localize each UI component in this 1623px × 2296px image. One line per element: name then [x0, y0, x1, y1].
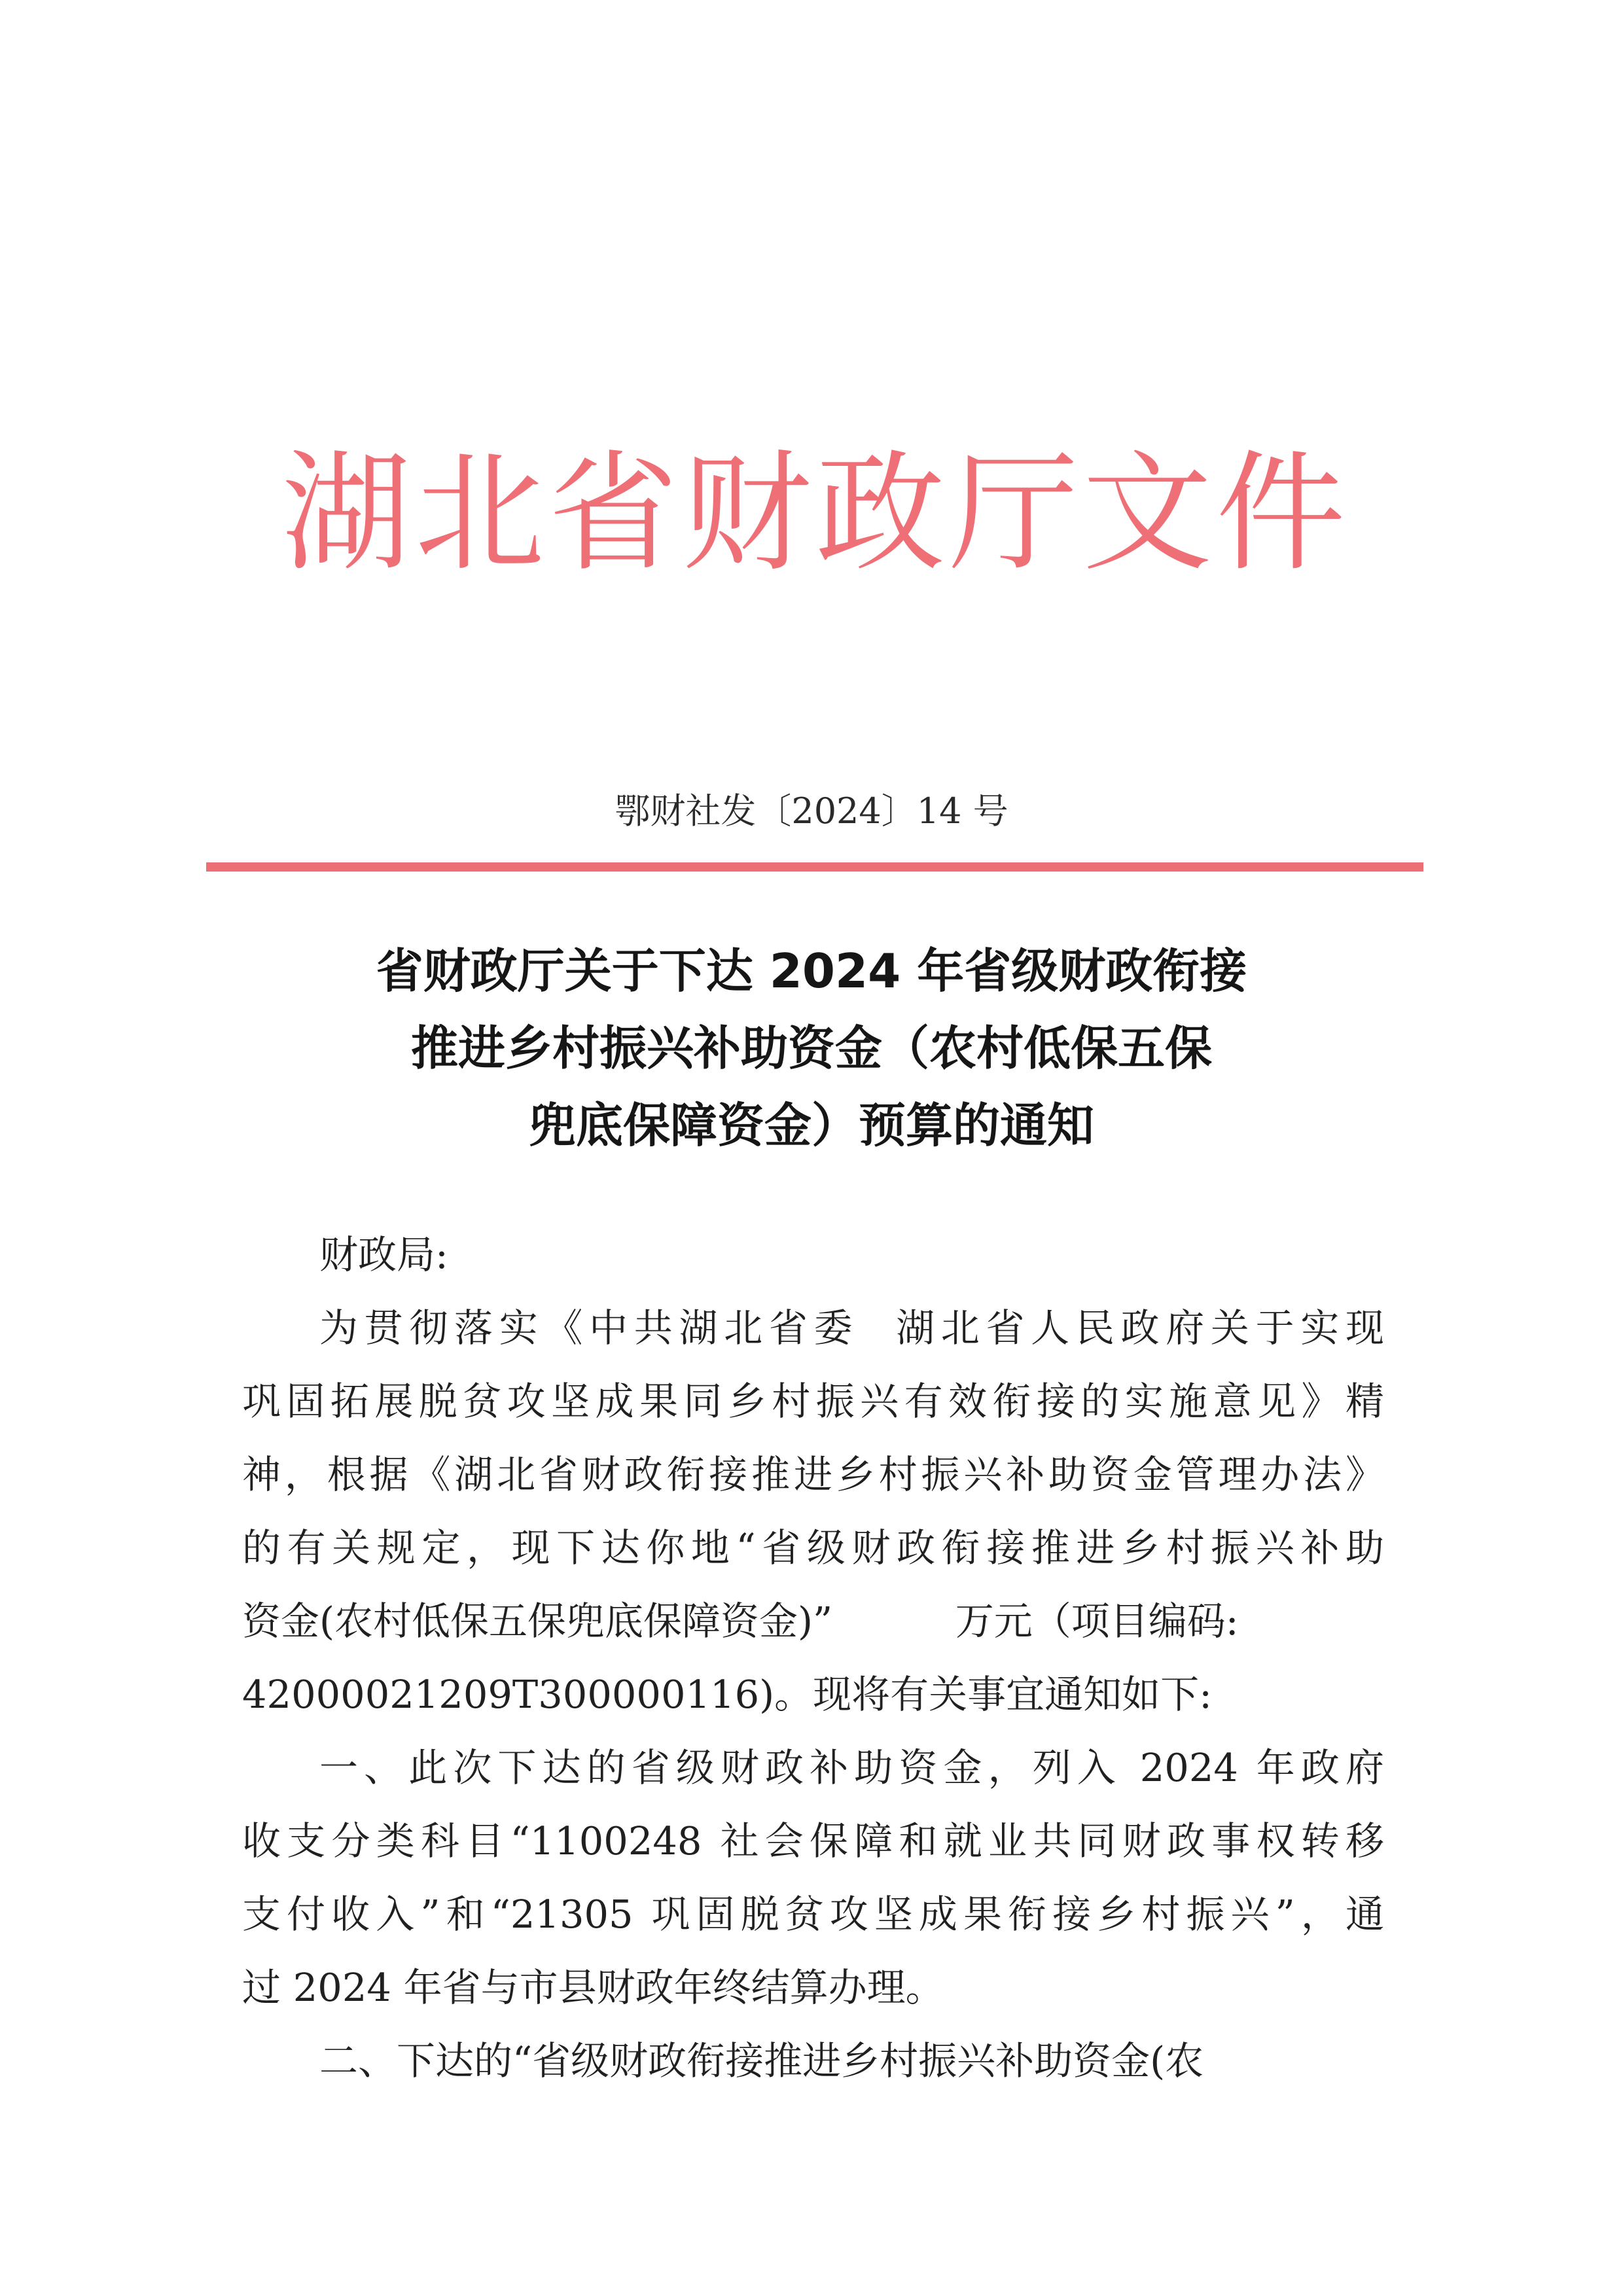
body-line: 神，根据《湖北省财政衔接推进乡村振兴补助资金管理办法》: [242, 1452, 1384, 1497]
body-line: 二、下达的“省级财政衔接推进乡村振兴补助资金(农: [319, 2038, 1204, 2083]
document-number: 鄂财社发〔2024〕14 号: [615, 790, 1008, 832]
title-line: 兜底保障资金）预算的通知: [528, 1098, 1094, 1153]
body-line: 42000021209T300000116)。现将有关事宜通知如下:: [242, 1672, 1213, 1717]
notice-body: [242, 1218, 1384, 2098]
body-line: 过 2024 年省与市县财政年终结算办理。: [242, 1965, 944, 2010]
masthead-title: 湖北省财政厅文件: [281, 438, 1349, 589]
title-line: 推进乡村振兴补助资金（农村低保五保: [410, 1021, 1212, 1076]
body-line: 巩固拓展脱贫攻坚成果同乡村振兴有效衔接的实施意见》精: [242, 1379, 1384, 1424]
body-line: 收支分类科目“1100248 社会保障和就业共同财政事权转移: [242, 1818, 1384, 1863]
red-divider-rule: [206, 862, 1423, 872]
body-line: 一、此次下达的省级财政补助资金，列入 2024 年政府: [319, 1745, 1384, 1790]
body-line: 支付收入”和“21305 巩固脱贫攻坚成果衔接乡村振兴”，通: [242, 1892, 1384, 1937]
title-line: 省财政厅关于下达 2024 年省级财政衔接: [376, 944, 1247, 998]
notice-title: [216, 932, 1407, 1164]
body-line: 的有关规定，现下达你地“省级财政衔接推进乡村振兴补助: [242, 1525, 1384, 1570]
addressee: 财政局:: [319, 1232, 448, 1277]
body-line: 资金(农村低保五保兜底保障资金)” 万元（项目编码:: [242, 1598, 1239, 1644]
body-line: 为贯彻落实《中共湖北省委 湖北省人民政府关于实现: [319, 1305, 1384, 1351]
